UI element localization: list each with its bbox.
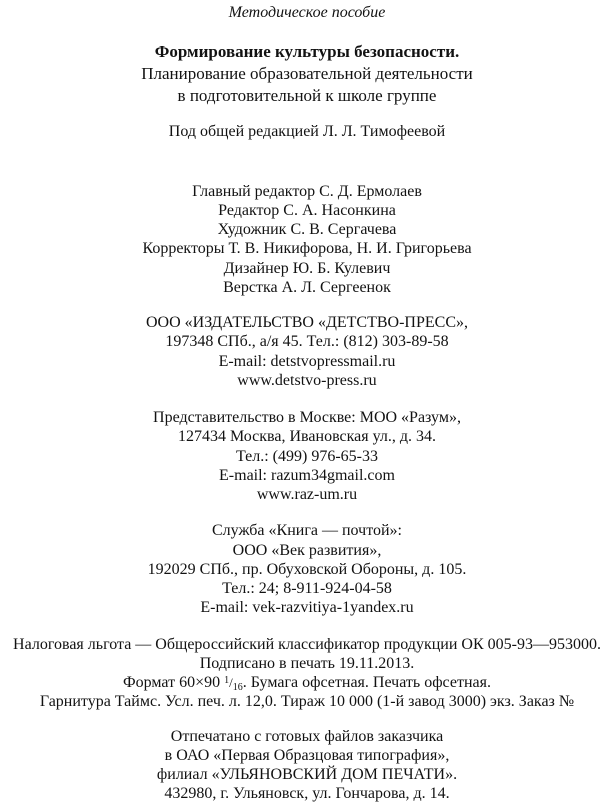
- book-title: Формирование культуры безопасности.: [154, 42, 460, 62]
- mail-service-title: Служба «Книга — почтой»:: [212, 522, 402, 540]
- book-subtitle-line-1: Планирование образовательной деятельности: [141, 64, 473, 84]
- signed-to-print-line: Подписано в печать 19.11.2013.: [199, 654, 415, 672]
- typeset-line: Гарнитура Таймс. Усл. печ. л. 12,0. Тираж 10 000 (1-й завод 3000) экз. Заказ №: [39, 693, 575, 711]
- printing-house-line: в ОАО «Первая Образцовая типография»,: [164, 746, 450, 764]
- mail-service-company: ООО «Век развития»,: [232, 541, 382, 559]
- credit-designer: Дизайнер Ю. Б. Кулевич: [223, 259, 391, 277]
- publisher-website: www.detstvo-press.ru: [237, 371, 377, 389]
- moscow-office-email: E-mail: razum34gmail.com: [219, 466, 395, 484]
- staff-credits-block: [0, 182, 614, 298]
- publisher-address-phone: 197348 СПб., а/я 45. Тел.: (812) 303-89-58: [165, 333, 449, 351]
- credit-proofreaders: Корректоры Т. В. Никифорова, Н. И. Григорьева: [142, 240, 472, 258]
- moscow-office-address: 127434 Москва, Ивановская ул., д. 34.: [177, 428, 437, 446]
- book-by-mail-block: [0, 521, 614, 617]
- mail-service-phone: Тел.: 24; 8-911-924-04-58: [222, 580, 392, 597]
- tax-exemption-line: Налоговая льгота — Общероссийский классификатор продукции ОК 005-93—953000.: [13, 635, 601, 653]
- printing-branch-line: филиал «УЛЬЯНОВСКИЙ ДОМ ПЕЧАТИ».: [156, 766, 458, 783]
- moscow-office-name: Представительство в Москве: МОО «Разум»,: [153, 409, 461, 426]
- fraction-numerator: 1: [224, 675, 230, 686]
- moscow-office-website: www.raz-um.ru: [256, 486, 358, 503]
- format-suffix: . Бумага офсетная. Печать офсетная.: [242, 674, 491, 691]
- moscow-office-phone: Тел.: (499) 976-65-33: [235, 447, 378, 465]
- printed-at-block: [0, 727, 614, 804]
- credit-chief-editor: Главный редактор С. Д. Ермолаев: [192, 182, 422, 200]
- printing-address-line: 432980, г. Ульяновск, ул. Гончарова, д. 14.: [164, 785, 450, 803]
- publisher-name: ООО «ИЗДАТЕЛЬСТВО «ДЕТСТВО-ПРЕСС»,: [146, 314, 468, 331]
- series-note: Методическое пособие: [228, 4, 386, 21]
- credit-artist: Художник С. В. Сергачева: [217, 221, 397, 238]
- fraction-slash: /: [229, 675, 233, 690]
- moscow-office-block: [0, 408, 614, 504]
- publisher-block: [0, 313, 614, 390]
- printed-from-files-line: Отпечатано с готовых файлов заказчика: [170, 727, 444, 745]
- fraction-denominator: 16: [232, 682, 243, 693]
- print-info-block: [0, 635, 614, 712]
- publisher-email: E-mail: detstvopressmail.ru: [218, 352, 396, 370]
- format-line: [0, 673, 614, 692]
- book-subtitle-line-2: в подготовительной к школе группе: [177, 86, 437, 106]
- format-prefix: Формат 60×90: [123, 674, 225, 691]
- mail-service-email: E-mail: vek-razvitiya-1yandex.ru: [200, 599, 414, 617]
- title-block: [0, 41, 614, 107]
- credit-layout: Верстка А. Л. Сергеенок: [223, 278, 391, 296]
- mail-service-address: 192029 СПб., пр. Обуховской Обороны, д. 105.: [147, 560, 467, 578]
- credit-editor: Редактор С. А. Насонкина: [218, 201, 396, 219]
- format-fraction: [224, 674, 243, 691]
- edited-by-line: Под общей редакцией Л. Л. Тимофеевой: [168, 123, 446, 141]
